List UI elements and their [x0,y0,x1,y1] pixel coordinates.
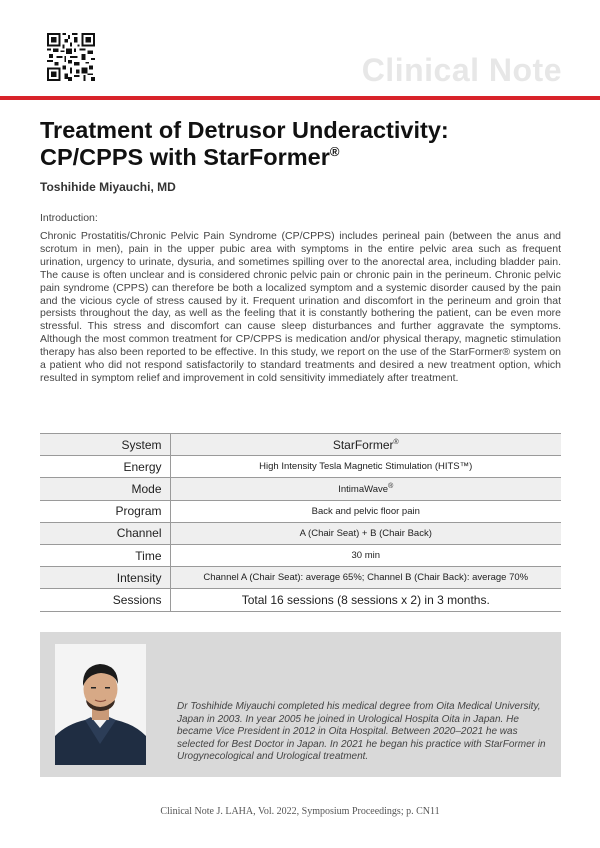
qr-code[interactable] [47,33,95,81]
title-line-2: CP/CPPS with StarFormer [40,144,330,170]
author-photo [55,644,146,765]
table-row [40,522,561,544]
author-name: Toshihide Miyauchi, MD [40,180,176,194]
page-title [40,117,560,171]
author-bio-box [40,632,561,777]
table-row [40,589,561,611]
spec-label: System [40,434,170,456]
table-row [40,456,561,478]
spec-label: Channel [40,522,170,544]
spec-label: Program [40,500,170,522]
spec-label: Intensity [40,567,170,589]
spec-value: Total 16 sessions (8 sessions x 2) in 3 months. [170,589,561,611]
spec-value: StarFormer® [170,434,561,456]
author-bio-text: Dr Toshihide Miyauchi completed his medical degree from Oita Medical University, Japan in 2003. In year 2005 he joined in Urological Hospita Oita in Japan. He became Vice President in 2012 in Oita Hospital. Between 2020–2021 he was selected for Best Doctor in Japan. In 2021 he began his practice with StarFormer in Urogynecological and Urological treatment. [177,701,546,763]
spec-value: 30 min [170,544,561,566]
table-row [40,544,561,566]
intro-paragraph: Chronic Prostatitis/Chronic Pelvic Pain Syndrome (CP/CPPS) includes perineal pain (between the anus and scrotum in men), pain in the upper pubic area with symptoms in the entire pelvic area such as frequent urination, urgency to urinate, dysuria, and sometimes spilling over to the anorectal area, including bladder pain. The cause is often unclear and is considered chronic pelvic pain or chronic pain in the perineum. Chronic pelvic pain syndrome (CPPS) can therefore be both a localized symptom and a systemic disorder caused by the pain and the vicious cycle of stress caused by it. Frequent urination and discomfort in the perineum and groin that persists throughout the day, as well as the feeling that it is constantly bothering the patient, can be even more stressful. This stress and discomfort can cause sleep disturbances and further aggravate the symptoms. Although the most common treatment for CP/CPPS is medication and/or physical therapy, magnetic stimulation therapy has also been reported to be effective. In this study, we report on the use of the StarFormer® system on a patient who did not respond satisfactorily to standard treatments and desired a new treatment option, which resulted in symptom relief and improvement in cold sensitivity immediately after treatment. [40,230,561,384]
header-rule [0,96,600,100]
spec-value: Channel A (Chair Seat): average 65%; Channel B (Chair Back): average 70% [170,567,561,589]
spec-value: A (Chair Seat) + B (Chair Back) [170,522,561,544]
title-registered-mark: ® [329,144,340,160]
spec-value: IntimaWave® [170,478,561,500]
spec-value: Back and pelvic floor pain [170,500,561,522]
spec-value: High Intensity Tesla Magnetic Stimulation (HITS™) [170,456,561,478]
treatment-spec-table [40,433,561,612]
title-line-1: Treatment of Detrusor Underactivity: [40,117,449,143]
table-row [40,478,561,500]
table-row [40,434,561,456]
spec-label: Energy [40,456,170,478]
spec-label: Time [40,544,170,566]
table-row [40,500,561,522]
table-row [40,567,561,589]
footer-citation: Clinical Note J. LAHA, Vol. 2022, Symposium Proceedings; p. CN11 [160,806,440,817]
intro-heading: Introduction: [40,212,98,224]
spec-label: Mode [40,478,170,500]
author-portrait-icon [55,644,146,765]
spec-label: Sessions [40,589,170,611]
clinical-note-header: Clinical Note [361,52,562,88]
